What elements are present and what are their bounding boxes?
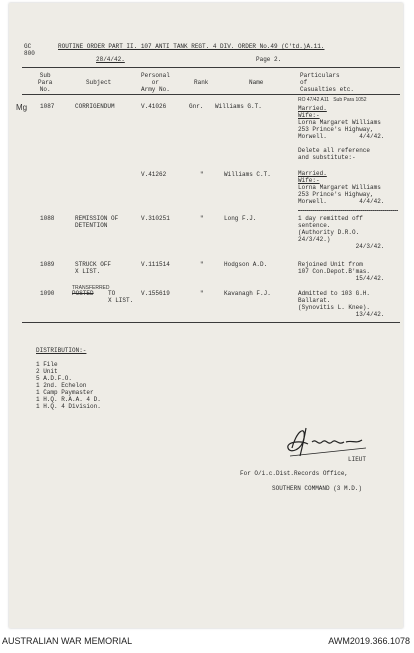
row-1090-subject: TO X LIST. xyxy=(108,290,134,304)
col-particulars: Particulars of Casualties etc. xyxy=(300,72,355,93)
col-subject: Subject xyxy=(86,79,112,86)
row-1090-name: Kavanagh F.J. xyxy=(224,290,271,297)
row-1088-number: V.310251 xyxy=(141,215,170,222)
row-1090-rank: " xyxy=(200,290,204,297)
row-1089-number: V.111514 xyxy=(141,261,170,268)
distribution-item: 1 H.Q. R.A.A. 4 D. xyxy=(36,396,101,403)
dotted-separator xyxy=(298,210,398,211)
distribution-item: 2 Unit xyxy=(36,368,58,375)
col-personal-number: Personal or Army No. xyxy=(141,72,170,93)
margin-note: Mg xyxy=(16,103,28,112)
header-rule-top xyxy=(22,67,400,68)
signature-for-line: For O/i.c.Dist.Records Office, xyxy=(240,470,349,477)
row-1089-name: Hodgson A.D. xyxy=(224,261,268,268)
distribution-item: 1 H.Q. 4 Division. xyxy=(36,403,101,410)
row-sub-number: V.41262 xyxy=(141,171,167,178)
row-1089-subject: STRUCK OFF X LIST. xyxy=(75,261,112,275)
row-1088-particulars: 1 day remitted off sentence. (Authority D.R.O. 24/3/42.) 24/3/42. xyxy=(298,215,385,250)
row-1089-para: 1089 xyxy=(40,261,55,268)
row-sub-wife: Wife:- xyxy=(298,177,320,184)
distribution-heading: DISTRIBUTION:- xyxy=(36,347,87,354)
row-1087-annotation: RO 47/42 A11 Sub Para 1052 xyxy=(298,97,367,103)
distribution-item: 5 A.D.F.O. xyxy=(36,375,73,382)
document-title: ROUTINE ORDER PART II. 107 ANTI TANK REGT. 4 DIV. ORDER No.49 (C'td.)A.11. xyxy=(58,43,325,50)
row-1088-rank: " xyxy=(200,215,204,222)
table-rule-bottom xyxy=(22,322,400,323)
row-1087-wife: Wife:- xyxy=(298,112,320,119)
signature-command: SOUTHERN COMMAND (3 M.D.) xyxy=(272,485,363,492)
row-1087-number: V.41026 xyxy=(141,103,167,110)
distribution-item: 1 File xyxy=(36,361,58,368)
row-1089-rank: " xyxy=(200,261,204,268)
row-1090-particulars: Admitted to 103 G.H. Ballarat. (Synovitis L. Knee). 13/4/42. xyxy=(298,290,385,318)
signature-rank: LIEUT xyxy=(348,456,367,463)
row-sub-rank: " xyxy=(200,171,204,178)
row-1087-para: 1087 xyxy=(40,103,55,110)
document-date: 28/4/42. xyxy=(96,56,125,63)
row-1088-para: 1088 xyxy=(40,215,55,222)
signature-handwritten xyxy=(282,418,372,460)
row-1090-struck-word: POSTED xyxy=(72,290,94,297)
row-sub-particulars: Lorna Margaret Williams 253 Prince's Highway, Morwell. 4/4/42. xyxy=(298,184,385,205)
header-rule-bottom xyxy=(22,94,400,95)
row-1090-number: V.155619 xyxy=(141,290,170,297)
distribution-item: 1 2nd. Echelon xyxy=(36,382,87,389)
row-1088-name: Long F.J. xyxy=(224,215,257,222)
row-1090-correction: TRANSFERRED xyxy=(72,285,110,291)
document-code: GC 800 xyxy=(24,43,35,57)
row-1087-heading: Married. xyxy=(298,105,327,112)
row-1090-para: 1090 xyxy=(40,290,55,297)
row-1089-particulars: Rejoined Unit from 107 Con.Depot.B'mas. 15/4/42. xyxy=(298,261,385,282)
row-1087-rank: Gnr. xyxy=(189,103,204,110)
row-1088-subject: REMISSION OF DETENTION xyxy=(75,215,119,229)
distribution-item: 1 Camp Paymaster xyxy=(36,389,94,396)
row-sub-heading: Married. xyxy=(298,170,327,177)
col-sub-para: Sub Para No. xyxy=(38,72,53,93)
row-1087-subject: CORRIGENDUM xyxy=(75,103,115,110)
row-1087-name: Williams G.T. xyxy=(215,103,262,110)
col-rank: Rank xyxy=(194,79,209,86)
row-1087-particulars: Lorna Margaret Williams 253 Prince's Highway, Morwell. 4/4/42. Delete all reference and substitute:- xyxy=(298,119,385,161)
footer-institution: AUSTRALIAN WAR MEMORIAL xyxy=(2,636,133,646)
col-name: Name xyxy=(249,79,264,86)
footer-accession-number: AWM2019.366.1078 xyxy=(328,636,410,646)
page-number: Page 2. xyxy=(256,56,282,63)
row-sub-name: Williams C.T. xyxy=(224,171,271,178)
